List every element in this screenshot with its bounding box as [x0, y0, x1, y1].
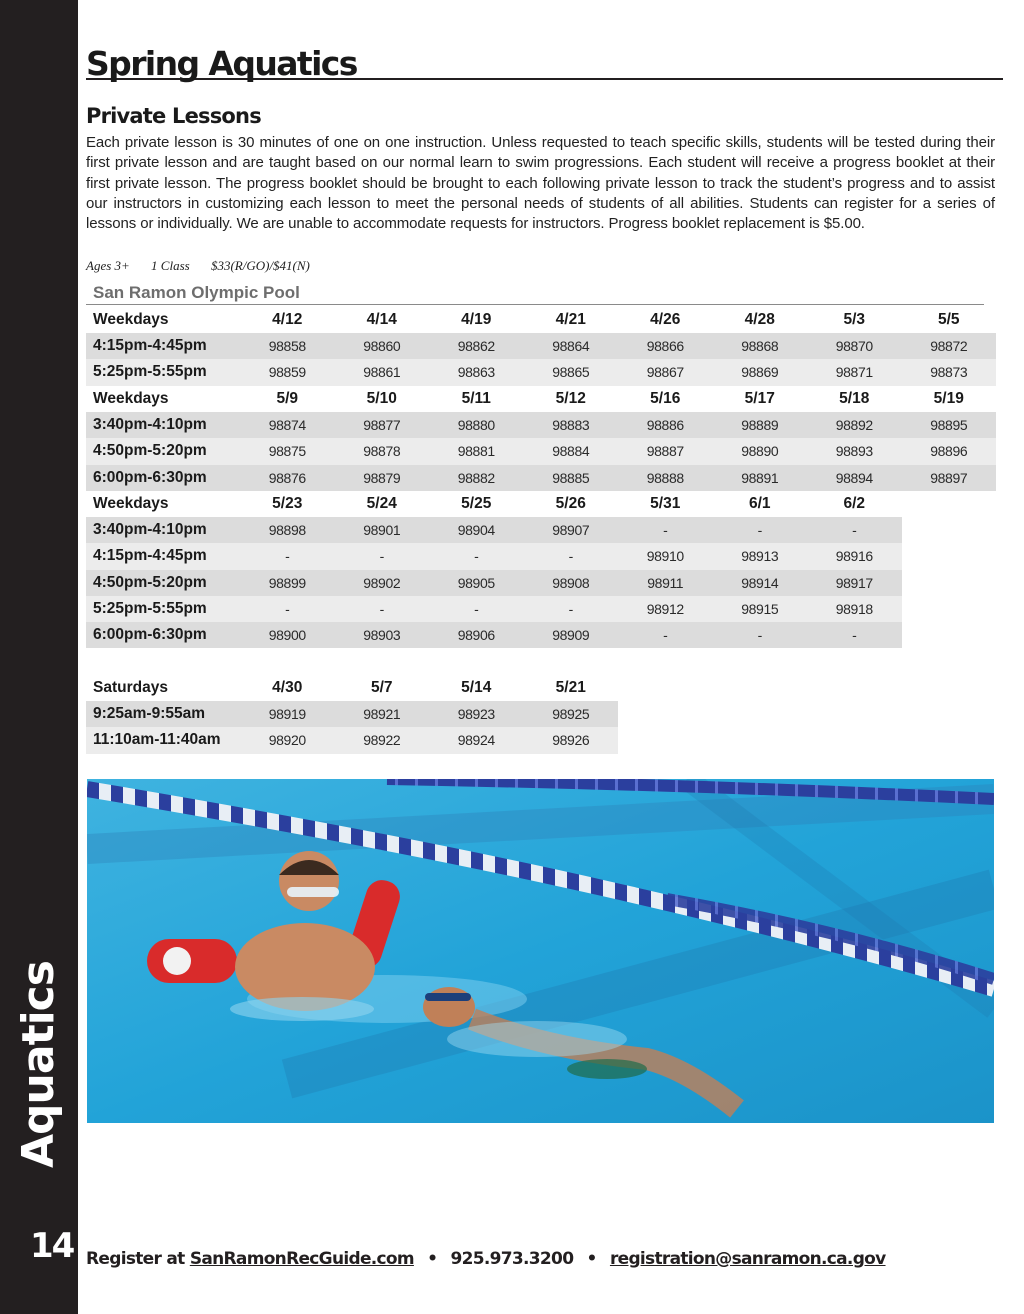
course-code-cell: 98925 [524, 701, 619, 727]
date-cell: 4/28 [713, 307, 808, 333]
course-code-cell: 98878 [335, 438, 430, 464]
course-code-cell: 98895 [902, 412, 997, 438]
course-code-cell: 98917 [807, 570, 902, 596]
schedule-table-saturdays [86, 675, 618, 754]
table-row [86, 727, 618, 753]
fee-label: $33(R/GO)/$41(N) [210, 258, 310, 273]
course-code-cell: 98877 [335, 412, 430, 438]
date-cell: 5/21 [524, 675, 619, 701]
course-code-cell: 98862 [429, 333, 524, 359]
course-code-cell: - [524, 543, 619, 569]
date-cell: 5/23 [240, 491, 335, 517]
course-code-cell: 98876 [240, 465, 335, 491]
course-code-cell: 98901 [335, 517, 430, 543]
course-code-cell: 98899 [240, 570, 335, 596]
course-code-cell: - [429, 596, 524, 622]
course-code-cell: 98892 [807, 412, 902, 438]
course-code-cell: 98889 [713, 412, 808, 438]
course-code-cell: 98860 [335, 333, 430, 359]
course-code-cell: 98926 [524, 727, 619, 753]
page-number: 14 [30, 1226, 74, 1266]
course-code-cell: 98882 [429, 465, 524, 491]
footer [86, 1249, 886, 1269]
course-code-cell: 98907 [524, 517, 619, 543]
course-code-cell: 98858 [240, 333, 335, 359]
course-code-cell: 98886 [618, 412, 713, 438]
course-code-cell: - [335, 596, 430, 622]
header-cell: Weekdays [86, 491, 240, 517]
time-cell: 5:25pm-5:55pm [86, 359, 240, 385]
date-cell: 5/14 [429, 675, 524, 701]
date-cell: 6/2 [807, 491, 902, 517]
course-code-cell: 98888 [618, 465, 713, 491]
course-code-cell: 98922 [335, 727, 430, 753]
table-header-row [86, 386, 996, 412]
schedule-table-1 [86, 307, 996, 386]
classes-label: 1 Class [151, 258, 190, 273]
table-row [86, 517, 902, 543]
date-cell: 5/3 [807, 307, 902, 333]
course-code-cell: 98905 [429, 570, 524, 596]
course-code-cell: 98867 [618, 359, 713, 385]
course-code-cell: 98884 [524, 438, 619, 464]
course-code-cell: - [524, 596, 619, 622]
course-code-cell: 98870 [807, 333, 902, 359]
course-code-cell: 98919 [240, 701, 335, 727]
time-cell: 9:25am-9:55am [86, 701, 240, 727]
header-cell: Weekdays [86, 386, 240, 412]
date-cell: 5/19 [902, 386, 997, 412]
time-cell: 11:10am-11:40am [86, 727, 240, 753]
course-code-cell: 98924 [429, 727, 524, 753]
course-code-cell: 98871 [807, 359, 902, 385]
course-code-cell: 98881 [429, 438, 524, 464]
course-code-cell: 98883 [524, 412, 619, 438]
date-cell: 5/5 [902, 307, 997, 333]
course-code-cell: 98865 [524, 359, 619, 385]
course-code-cell: 98904 [429, 517, 524, 543]
header-cell: Weekdays [86, 307, 240, 333]
course-code-cell: 98885 [524, 465, 619, 491]
course-code-cell: 98923 [429, 701, 524, 727]
table-header-row [86, 675, 618, 701]
section-sidebar [0, 0, 78, 1314]
course-code-cell: - [713, 517, 808, 543]
date-cell: 5/16 [618, 386, 713, 412]
course-code-cell: 98911 [618, 570, 713, 596]
date-cell: 5/25 [429, 491, 524, 517]
table-row [86, 701, 618, 727]
location-title: San Ramon Olympic Pool [86, 283, 984, 305]
course-code-cell: 98908 [524, 570, 619, 596]
course-code-cell: - [240, 543, 335, 569]
class-meta [86, 258, 328, 274]
course-code-cell: 98864 [524, 333, 619, 359]
ages-label: Ages 3+ [86, 258, 130, 273]
course-code-cell: 98859 [240, 359, 335, 385]
course-code-cell: - [429, 543, 524, 569]
course-code-cell: 98863 [429, 359, 524, 385]
course-code-cell: 98861 [335, 359, 430, 385]
course-code-cell: 98912 [618, 596, 713, 622]
schedule-table-3 [86, 491, 902, 648]
date-cell: 4/30 [240, 675, 335, 701]
section-label: Aquatics [13, 961, 64, 1168]
course-code-cell: 98869 [713, 359, 808, 385]
time-cell: 4:50pm-5:20pm [86, 438, 240, 464]
date-cell: 5/10 [335, 386, 430, 412]
course-code-cell: 98896 [902, 438, 997, 464]
date-cell: 5/9 [240, 386, 335, 412]
course-code-cell: - [807, 517, 902, 543]
date-cell: 5/12 [524, 386, 619, 412]
course-code-cell: 98898 [240, 517, 335, 543]
time-cell: 6:00pm-6:30pm [86, 465, 240, 491]
table-row [86, 412, 996, 438]
course-code-cell: 98874 [240, 412, 335, 438]
table-row [86, 596, 902, 622]
date-cell: 4/19 [429, 307, 524, 333]
date-cell: 4/21 [524, 307, 619, 333]
course-code-cell: - [713, 622, 808, 648]
time-cell: 3:40pm-4:10pm [86, 412, 240, 438]
intro-paragraph: Each private lesson is 30 minutes of one on one instruction. Unless requested to teach specific skills, students will be tested during their first private lesson and are taught based on our normal learn to swim progressions. Each student will receive a progress booklet at their first private lesson. The progress booklet should be brought to each following private lesson to track the student’s progress and to assist our instructors in customizing each lesson to meet the personal needs of students of all abilities. Students can register for a series of lessons or individually. We are unable to accommodate requests for instructors. Progress booklet replacement is $5.00. [86, 134, 995, 233]
pool-photo-illustration [87, 779, 994, 1123]
table-row [86, 333, 996, 359]
phone-number: 925.973.3200 [450, 1249, 574, 1269]
date-cell: 5/31 [618, 491, 713, 517]
course-code-cell: 98909 [524, 622, 619, 648]
course-code-cell: 98880 [429, 412, 524, 438]
page-title: Spring Aquatics [86, 44, 357, 83]
table-header-row [86, 491, 902, 517]
course-code-cell: 98906 [429, 622, 524, 648]
course-code-cell: 98918 [807, 596, 902, 622]
table-row [86, 359, 996, 385]
table-row [86, 465, 996, 491]
course-code-cell: 98873 [902, 359, 997, 385]
date-cell: 4/26 [618, 307, 713, 333]
course-code-cell: 98916 [807, 543, 902, 569]
course-code-cell: 98890 [713, 438, 808, 464]
course-code-cell: - [335, 543, 430, 569]
header-cell: Saturdays [86, 675, 240, 701]
course-code-cell: 98893 [807, 438, 902, 464]
email-link[interactable]: registration@sanramon.ca.gov [609, 1249, 886, 1269]
footer-prefix: Register at [86, 1249, 185, 1269]
table-row [86, 543, 902, 569]
date-cell: 5/7 [335, 675, 430, 701]
course-code-cell: - [618, 622, 713, 648]
website-link[interactable]: SanRamonRecGuide.com [189, 1249, 414, 1269]
table-header-row [86, 307, 996, 333]
course-code-cell: - [807, 622, 902, 648]
course-code-cell: 98891 [713, 465, 808, 491]
time-cell: 5:25pm-5:55pm [86, 596, 240, 622]
page-heading [86, 40, 1003, 83]
course-code-cell: 98897 [902, 465, 997, 491]
course-code-cell: 98903 [335, 622, 430, 648]
course-code-cell: 98866 [618, 333, 713, 359]
schedule-table-2 [86, 386, 996, 491]
course-code-cell: 98868 [713, 333, 808, 359]
course-code-cell: 98920 [240, 727, 335, 753]
course-code-cell: 98910 [618, 543, 713, 569]
course-code-cell: 98915 [713, 596, 808, 622]
course-code-cell: 98902 [335, 570, 430, 596]
time-cell: 4:15pm-4:45pm [86, 543, 240, 569]
time-cell: 4:15pm-4:45pm [86, 333, 240, 359]
time-cell: 4:50pm-5:20pm [86, 570, 240, 596]
time-cell: 3:40pm-4:10pm [86, 517, 240, 543]
date-cell: 4/14 [335, 307, 430, 333]
date-cell: 5/11 [429, 386, 524, 412]
course-code-cell: 98921 [335, 701, 430, 727]
course-code-cell: 98875 [240, 438, 335, 464]
course-code-cell: - [618, 517, 713, 543]
date-cell: 4/12 [240, 307, 335, 333]
date-cell: 6/1 [713, 491, 808, 517]
course-code-cell: 98872 [902, 333, 997, 359]
course-code-cell: 98913 [713, 543, 808, 569]
date-cell: 5/18 [807, 386, 902, 412]
date-cell: 5/26 [524, 491, 619, 517]
course-code-cell: 98887 [618, 438, 713, 464]
table-row [86, 438, 996, 464]
course-code-cell: 98894 [807, 465, 902, 491]
section-subheading: Private Lessons [86, 104, 261, 128]
course-code-cell: 98900 [240, 622, 335, 648]
table-row [86, 622, 902, 648]
time-cell: 6:00pm-6:30pm [86, 622, 240, 648]
table-row [86, 570, 902, 596]
course-code-cell: - [240, 596, 335, 622]
course-code-cell: 98914 [713, 570, 808, 596]
date-cell: 5/24 [335, 491, 430, 517]
pool-photo [87, 779, 994, 1123]
separator-dot: • [427, 1249, 438, 1269]
course-code-cell: 98879 [335, 465, 430, 491]
date-cell: 5/17 [713, 386, 808, 412]
separator-dot: • [586, 1249, 597, 1269]
